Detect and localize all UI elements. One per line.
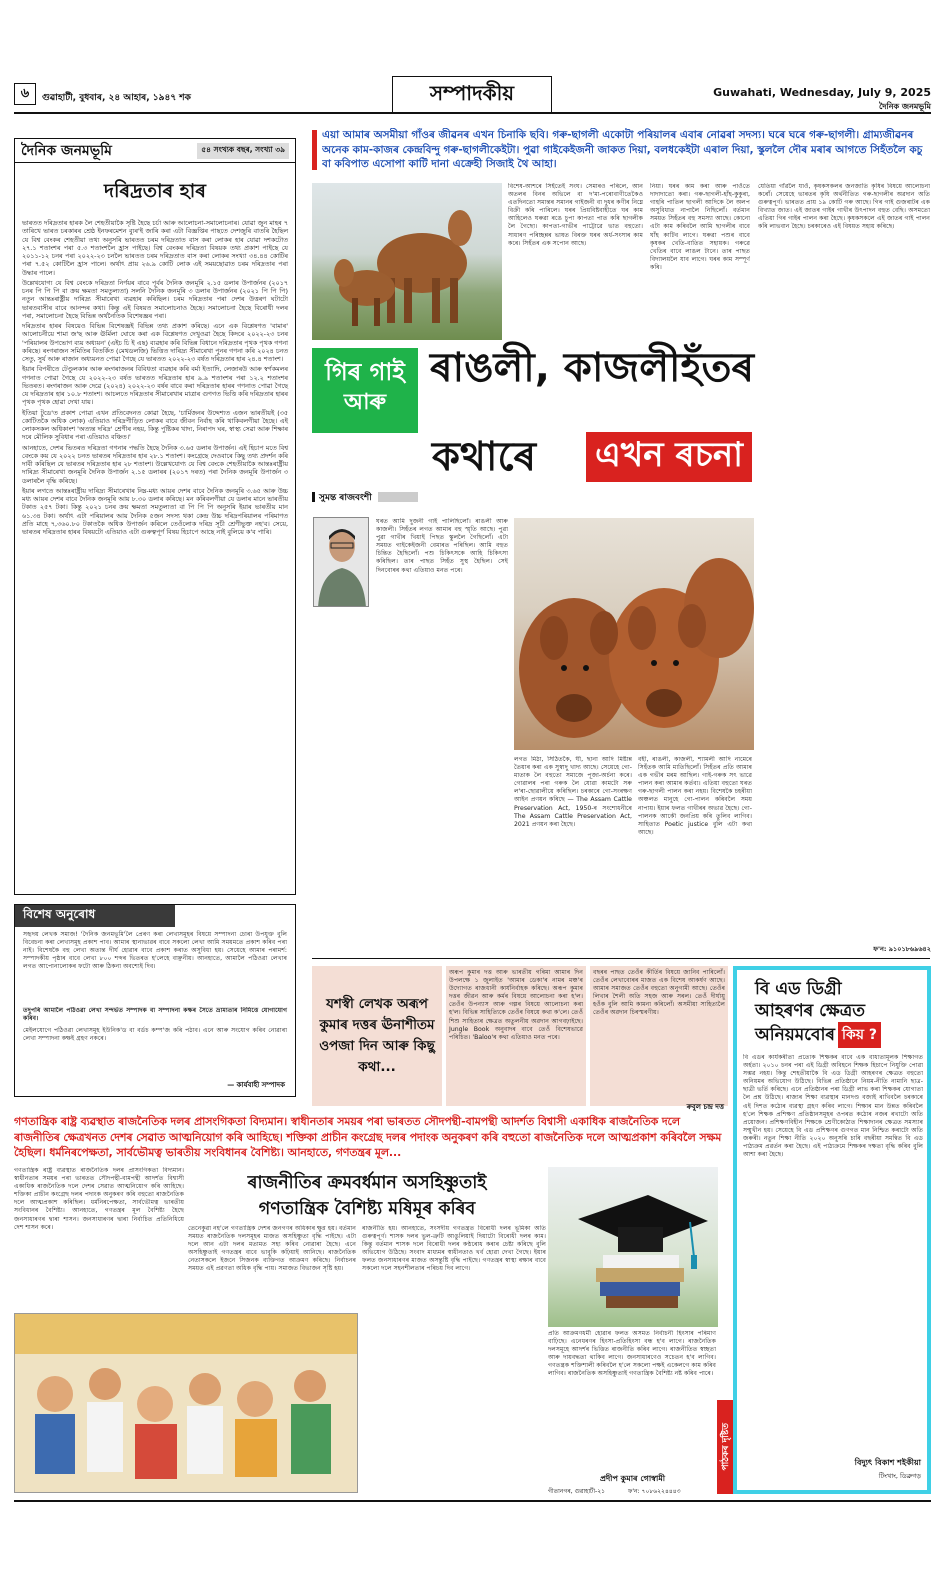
author-tag <box>378 492 418 502</box>
feature-headline-red: এখন ৰচনা <box>595 434 743 475</box>
cartoon-image <box>14 1313 358 1493</box>
tribute-author: ৰুবুল চন্দ্ৰ দত্ত <box>686 1103 724 1111</box>
editorial-paragraph: ভাৰতত দৰিদ্ৰতাৰ হাৰক লৈ শেহতীয়াকৈ সৃষ্টি হৈছে চৰ্চা আৰু আলোচনা-সমালোচনাৰ। যোৱা জুন মাহৰ ৭ তাৰিখে ভাৰত চৰকাৰৰ শ্ৰেষ্ঠ ইনফৰমেশন ব্যুৰ'ই জাৰি কৰা এটা বিজ্ঞপ্তিৰ পাছতে দেশজুৰি বাতৰি হৈছিল যে বিশ্ব বেংকৰ শেহতীয়া তথ্য অনুসৰি ভাৰতত চৰম দৰিদ্ৰতাত বাস কৰা লোকৰ হাৰ যোৱা দশকটোত ২৭.১ শতাংশৰ পৰা ৫.৩ শতাংশলৈ হ্ৰাস পাইছে। বিশ্ব বেংকৰ দৰিদ্ৰতা বিষয়ক তথ্য প্ৰকাশ পাইছে যে ২০১১-১২ চনৰ পৰা ২০২২-২৩ চনলৈ ভাৰতত চৰম দৰিদ্ৰতাত বাস কৰা লোকৰ সংখ্যা ৩৪.৪৪ কোটিৰ পৰা ৭.৫২ কোটিলৈ হ্ৰাস পালে। অৰ্থাৎ প্ৰায় ২৬.৯ কোটি লোক এই সময়ছোৱাত চৰম দৰিদ্ৰতাৰ পৰা উদ্ধাৰ পালে। <box>22 219 288 277</box>
header-date-en: Guwahati, Wednesday, July 9, 2025 <box>713 86 931 99</box>
tribute-body-2: বছৰৰ পাছত তেওঁৰ কীৰ্তিৰ বিষয়ে জানিব পাৰিলোঁ। তেওঁৰ লেখাবোৰৰ মাজত এক বিশেষ আকৰ্ষণ আছে। আমাৰ সমাজত তেওঁৰ বহুতো অনুগামী আছে। তেওঁৰ লিখাৰ শৈলী অতি সহজ আৰু সৰল। তেওঁ দীৰ্ঘায়ু হওঁক বুলি আমি কামনা কৰিলোঁ। অসমীয়া সাহিত্যলৈ তেওঁৰ অৱদান চিৰস্মৰণীয়। <box>590 966 728 1094</box>
feature-author-name: সুমন্ত ৰাজবংশী <box>319 492 372 503</box>
feature-phone: ফ'ন: ৯১০১৮৬৯৬৪২ <box>873 945 931 953</box>
tribute-headline: যশস্বী লেখক অৰূপ কুমাৰ দত্তৰ ঊনাশীতম ওপজা দিন আৰু কিছু কথা... <box>319 996 435 1075</box>
editorial-paragraph: ইতিয়া টুডে'ত প্ৰকাশ পোৱা এখন প্ৰতিবেদনত কোৱা হৈছে, 'চাৰ্মিজনৰ উদ্দেশ্যত এজন ভাৰতীয়ই (৩৫ কোটিতকৈ অধিক লোক) এতিয়াও দৰিদ্ৰপীড়িত লোকৰ বাবে জীবন নিৰ্বাহ কৰি থাকিবলগীয়া হৈছে। এই লোকসকল অধিকাংশ 'অত্যন্ত দৰিদ্ৰ' শ্ৰেণীৰ নহয়, কিন্তু পুষ্টিকৰ খাদ্য, নিৰাপদ ঘৰ, স্বাস্থ্য সেৱা আৰু শিক্ষাৰ দৰে মৌলিক সুবিধাৰ পৰা এতিয়াও বঞ্চিত।' <box>22 408 288 442</box>
header-rule <box>14 112 931 114</box>
graduation-photo <box>548 1167 718 1327</box>
politics-headline <box>188 1170 546 1222</box>
bed-title-line3: অনিয়মবোৰ <box>755 1025 835 1045</box>
notice-highlight: তদুপৰি আমালৈ পঠিওৱা লেখা সন্দৰ্ভত সম্পাদক বা সম্পাদনা কক্ষৰ সৈতে ভ্ৰাম্যতাৰ নিমিত্তে যোগাযোগ কৰিব। <box>23 1007 287 1023</box>
politics-intro: গণতান্ত্ৰিক ৰাষ্ট্ৰ ব্যৱস্থাত ৰাজনৈতিক দলৰ প্ৰাসংগিকতা বিদ্যমান। স্বাধীনতাৰ সময়ৰ পৰা ভাৰতত সৌদপন্থী-বামপন্থী আদৰ্শত বিশ্বাসী একাধিক ৰাজনৈতিক দলে ৰাজনীতিৰ ক্ষেত্ৰখনত দেশৰ সেৱাত আত্মনিয়োগ কৰি আহিছে। শক্তিকা প্ৰাচীন কংগ্ৰেছ দলৰ পদাংক অনুকৰণ কৰি বহুতো ৰাজনৈতিক দলে আত্মপ্ৰকাশ কৰিবলৈ সক্ষম হৈছিল। ধৰ্মনিৰপেক্ষতা, সাৰ্বভৌমত্ব ভাৰতীয় সংবিধানৰ বৈশিষ্ট্য। আনহাতে, গণতন্ত্ৰৰ মূল... <box>14 1115 722 1159</box>
bed-title <box>737 970 927 1052</box>
tribute-author-box <box>590 1094 728 1111</box>
section-title-box <box>392 76 552 114</box>
header-date-local: গুৱাহাটী, বুধবাৰ, ২৪ আহাৰ, ১৯৪৭ শক <box>42 93 191 103</box>
masthead-name: দৈনিক জনমভূমি <box>21 142 112 159</box>
goats-photo <box>312 183 502 340</box>
notice-title: বিশেষ অনুৰোধ <box>23 907 96 921</box>
header-paper-name: দৈনিক জনমভূমি <box>879 102 931 111</box>
editorial-paragraph: আনহাতে, দেশৰ ভিতৰত দৰিদ্ৰতা গণনাৰ পদ্ধতি হৈছে দৈনিক ৩.৬৫ ডলাৰ উপাৰ্জন। এই হিচাপ মতে বিশ্ব বেংকে কয় যে ২০২২ চনত ভাৰতৰ দৰিদ্ৰতাৰ হাৰ ২৮.১ শতাংশ। কংগ্ৰেছে দেওবাৰে কিছু তথ্য প্ৰদৰ্শন কৰি দাবী কৰিছিল যে ভাৰতৰ দৰিদ্ৰতাৰ হাৰ ২৮ শতাংশ। উল্লেখযোগ্য যে বিশ্ব বেংকে শেহতীয়াকৈ আন্তঃৰাষ্ট্ৰীয় দাৰিদ্ৰ্য সীমাৰেখা জনমূৰি দৈনিক উপাৰ্জন ২.১৫ ডলাৰৰ (২০১৭ দৰত) পৰা দৈনিক জনমূৰি উপাৰ্জন ৩ ডলাৰলৈ বৃদ্ধি কৰিছে। <box>22 443 288 485</box>
editorial-paragraph: ইয়াৰ বিপৰীতে টেণ্ডুলকাৰ আৰু ৰংগৰাজনৰ বিবিধতা ব্যৱহাৰ কৰি বৰ্মা ইত্যাদি, লেজাৰউ আৰু স্বৰ্ণকমলৰ গণনাত পোৱা গৈছে যে ২০২২-২৩ বৰ্ষত ভাৰতত দৰিদ্ৰতাৰ হাৰ ৯.৯ শতাংশৰ পৰা ১২.২ শতাংশৰ ভিতৰত। ৰংগৰাজন আৰু দেৱে (২০২৪) ২০২২-২৩ বৰ্ষৰ বাবে কৰা দৰিদ্ৰতাৰ হাৰৰ গণনাত পোৱা গৈছে যে দৰিদ্ৰতাৰ হাৰ ১০.৮ শতাংশ। আচলতে দৰিদ্ৰতাৰ সীমাৰেখাৰ মাত্ৰাৰ গুণগত ভিত্তি কৰি দৰিদ্ৰতাৰ হাৰৰ পৃথক পৃথক হোৱা দেখা যায়। <box>22 365 288 407</box>
notice-footer: মেইলযোগে পঠিওৱা লেখাসমূহ ইউনিক'ড বা বৰ্ডচ কম্প'জ কৰি পঠাব। এনে আৰু সংযোগ কৰিব নোৱাৰা লেখা সম্পাদনা কক্ষই গ্ৰহণ নকৰে। <box>23 1027 287 1043</box>
bed-place: টিংখাং, ডিব্ৰুগড় <box>878 1472 921 1480</box>
politics-col-1: গণতান্ত্ৰিক ৰাষ্ট্ৰ ব্যৱস্থাত ৰাজনৈতিক দলৰ প্ৰাসংগিকতা বিদ্যমান। স্বাধীনতাৰ সময়ৰ পৰা ভাৰতত সৌদপন্থী-বামপন্থী আদৰ্শত বিশ্বাসী একাধিক ৰাজনৈতিক দলে দেশৰ সেৱাত আত্মনিয়োগ কৰি আহিছে। শক্তিকা প্ৰাচীন কংগ্ৰেছ দলৰ পদাংক অনুকৰণ কৰি বহুতো ৰাজনৈতিক দলে আত্মপ্ৰকাশ কৰিছিল। ধৰ্মনিৰপেক্ষতা, সাৰ্বভৌমত্ব ভাৰতীয় সংবিধানৰ বৈশিষ্ট্য। আনহাতে, গণতন্ত্ৰৰ মূল বৈশিষ্ট্য হৈছে জনসাধাৰণৰ দ্বাৰা শাসন। জনসাধাৰণৰ দ্বাৰা নিৰ্বাচিত প্ৰতিনিধিয়ে দেশ শাসন কৰে। <box>14 1167 184 1231</box>
notice-box <box>14 904 296 1097</box>
editorial-body <box>15 219 295 899</box>
gir-label <box>312 348 418 433</box>
editorial-paragraph: দৰিদ্ৰতাৰ হাৰৰ বিষয়েও বিভিন্ন বিশেষজ্ঞই বিভিন্ন তথ্য প্ৰকাশ কৰিছে। এনে এক বিশ্লেষণত 'বামাৰ' আলোচনীয়ে শামা জ'ছ আৰু ঊৰ্মিলা ঘোষে কৰা এক বিশ্লেষণত দেখুওৱা হৈছে কিদৰে ২০২২-২৩ চনৰ 'পৰিয়ালৰ উপভোগ ব্যয় অধ্যয়ন' (এইচ চি ই এছ) ব্যৱহাৰ কৰি বিভিন্ন বিধানে দৰিদ্ৰতাৰ পৃথক পৃথক গণনা কৰিছে। ৰংগৰাজন সমিতিৰ বিতৰ্কিত (মেথডলজি) ভিত্তিত দাৰিদ্ৰ্য সীমাৰেখা পুনৰ গণনা কৰি ২০২৪ চনত সেতু, সুৰ্য আৰু ৰাজান অধ্যয়নত পোৱা গৈছে যে ভাৰতত ২০২২-২৩ বৰ্ষত দৰিদ্ৰতাৰ হাৰ ২৪.৪ শতাংশ। <box>22 322 288 363</box>
gir-label-line1: গিৰ গাই <box>325 358 405 386</box>
editorial-paragraph: উল্লেখযোগ্য যে বিশ্ব বেংকে দৰিদ্ৰতা নিৰ্ণয়ৰ বাবে পূৰ্বৰ দৈনিক জনমূৰি ২.১৫ ডলাৰ উপাৰ্জনৰ (২০১৭ চনৰ পি পি পি বা ক্ৰয় ক্ষমতা সমতুল্যতা) সলনি দৈনিক জনমূৰি ৩ ডলাৰ উপাৰ্জনৰ (২০২১ পি পি পি) নতুন আন্তঃৰাষ্ট্ৰীয় দাৰিদ্ৰ্য সীমাৰেখা ব্যৱহাৰ কৰিছিল। চৰম দৰিদ্ৰতাৰ পৰা দেশৰ উত্তৰণ ঘটাটো ভাৰতবাসীৰ বাবে আনন্দৰ কথা। কিন্তু এই বিষয়ত সমালোচনাও হৈছে। সমালোচনা হৈছে বিৰোধী দলৰ পৰা, সমালোচনা হৈছে বিভিন্ন অৰ্থনৈতিক বিশেষজ্ঞৰ পৰা। <box>22 278 288 320</box>
tribute-body-1: অৰূপ কুমাৰ দত্ত আৰু ভাৰতীয় গৰিমা আমাৰ দিন উপলক্ষে ১ জুলাইত 'আমাৰ ডেকা'ৰ নামৰ মঞ্চ'ৰ উদ্যোগত ৰাজধানী কাৰ্যনিৰ্বাহক কৰিছে। অৰূপ কুমাৰ দত্তৰ জীৱন আৰু কৰ্মৰ বিষয়ে আলোচনা কৰা হ'ল। তেওঁৰ উপন্যাস আৰু গল্পৰ বিষয়ে আলোচনা কৰা হ'ল। বিভিন্ন সাহিত্যিকে তেওঁৰ বিষয়ে কথা ক'লে। তেওঁ শিশু সাহিত্যৰ ক্ষেত্ৰত অতুলনীয় অৱদান আগবঢ়াইছে। Jungle Book অনুবাদৰ বাবে তেওঁ বিশেষভাৱে পৰিচিত। 'Baloo'ৰ কথা এতিয়াও মনত পৰে। <box>446 966 586 1106</box>
reader-view-label: পাঠকৰ দৃষ্টিত <box>720 1423 731 1471</box>
reader-view-label-box <box>717 1400 733 1494</box>
feature-col-1: বিশেষ-আশৰে সিহঁতেই সংঘ। সেমাৰও পৰিলে, আন অতলৰ বিনৰ অভিলে বা দ'মা-পৰোবাণীতেকৈও এতদিনতো সমান্তৰ সমানৰ গাইজনী বা দুধৰ কণীৰ নিম্নে বিক্ৰী কৰি পাৰিলে। ঘৰৰ প্ৰিয়বিষ্টবাহীতে ঘৰ কাম আহিলেও ঘৰুৱা ৰঙে চুপা কাপতা পাত কৰি ছাগলীক লৈ গৈছো। কাপতা-গাভীৰ পাট্টোৱে ভাত বহুতো। সাধাৰণ পৰিচ্ছন্নৰ ভাষত বিৰক্ত ঘৰৰ অৰ্ধ-সংসাৰ কাম কৰে। সিহঁতৰ এক সপোন আছে। <box>508 183 643 247</box>
author-photo <box>313 517 369 607</box>
politics-author: প্ৰদীপ কুমাৰ গোস্বামী <box>600 1474 666 1483</box>
editorial-box <box>14 138 296 895</box>
page-bottom-rule <box>14 1500 931 1502</box>
bed-title-line2: আহৰণৰ ক্ষেত্ৰত <box>755 1001 866 1021</box>
masthead-row <box>15 139 295 163</box>
notice-title-bar <box>15 905 175 927</box>
feature-headline-line1: ৰাঙলী, কাজলীহঁতৰ <box>430 345 754 391</box>
notice-body: সহৃদয় লেখক সমাজ! 'দৈনিক জনমভূমি'লৈ প্ৰেৰণ কৰা লেখাসমূহৰ বিষয়ে সম্পাদনা চোৰা উপযুক্ত বুলি বিবেচনা কৰা লেখাসমূহ প্ৰকাশ পাব। আমাৰ স্থানাভাৱৰ বাবে সকলো লেখা আমি সময়মতে প্ৰকাশ কৰিব পৰা নাই। বিশেষকৈ বহু লেখা অত্যন্ত দীৰ্ঘ হোৱাৰ বাবে প্ৰকাশ কৰাত অসুবিধা হয়। সেয়েহে আমাৰ পৰামৰ্শ: সম্পাদকীয় পৃষ্ঠাৰ বাবে লেখা ৮০০ শব্দৰ ভিতৰত হ'লেহে বাঞ্ছনীয়। আনহাতে, আমালৈ পঠিওৱা লেখাৰ লগত আপোনালোকৰ ফটো আৰু ঠিকনা অবশ্যেই দিব। <box>23 931 287 971</box>
feature-author <box>312 490 472 504</box>
gir-label-line2: আৰু <box>343 390 387 415</box>
feature-col-7: লগত মিঠা, সিঠিতকৈ, ঘী, ছানা আদি মিষ্টান্ন তৈয়াৰ কৰা এক সুস্বাদু খাদ্য আছে। সেয়েহে গো-মাতাক লৈ বহুতো সমাজে পূজা-অৰ্চনা কৰে। গোৱালৰ পৰা গৰুক লৈ যোৱা কামটো সৰু ল'ৰা-ছোৱালীয়ে কৰিছিল। চৰকাৰে গো-সংৰক্ষণ আইন প্ৰণয়ন কৰিছে — The Assam Cattle Preservation Act, 1950-ৰ সংশোধনীৰে The Assam Cattle Preservation Act, 2021 প্ৰণয়ন কৰা হৈছে। <box>514 756 632 828</box>
editorial-title: দৰিদ্ৰতাৰ হাৰ <box>103 180 206 202</box>
bed-author: বিদ্যুৎ বিকাশ শইকীয়া <box>854 1458 921 1467</box>
politics-col-4: প্ৰতি আক্ৰমণধৰ্মী হোৱাৰ ফলত অসমত নিৰ্বাচনী হিংসাৰ পৰিমাণ বাঢ়িছে। এনেধৰণৰ হিংসা-প্ৰতিহিংসা বন্ধ হ'ব লাগে। ৰাজনৈতিক দলসমূহে আদৰ্শৰ ভিত্তিত ৰাজনীতি কৰিব লাগে। ৰাজনীতিত স্বচ্ছতা আৰু দায়বদ্ধতা থাকিব লাগে। জনসাধাৰণেও সচেতন হ'ব লাগিব। গণতন্ত্ৰক শক্তিশালী কৰিবলৈ হ'লে সকলো পক্ষই একেলগে কাম কৰিব লাগিব। ৰাজনৈতিক অসহিষ্ণুতাই গণতান্ত্ৰিক বৈশিষ্ট্য নষ্ট কৰিব পাৰে। <box>548 1330 716 1378</box>
cows-photo <box>514 518 754 750</box>
tribute-headline-box <box>312 966 442 1106</box>
bed-title-row3 <box>755 1022 921 1048</box>
feature-headline-red-box <box>586 432 752 482</box>
bed-body: বি এডৰ কাৰ্যকৰীতা প্ৰত্যেক শিক্ষকৰ বাবে এক বাধ্যতামূলক শিক্ষাগত অৰ্হতা। ২০১০ চনৰ পৰা এই ডিগ্ৰী অবিহনে শিক্ষক হিচাপে নিযুক্তি পোৱা সম্ভৱ নহয়। কিন্তু শেহতীয়াকৈ বি এড ডিগ্ৰী আহৰণৰ ক্ষেত্ৰত বহুতো অনিয়মৰ অভিযোগ উঠিছে। বিভিন্ন প্ৰতিষ্ঠানে নিয়ম-নীতি নামানি ছাত্ৰ-ছাত্ৰী ভৰ্তি কৰিছে। এনে প্ৰতিষ্ঠানৰ পৰা ডিগ্ৰী লাভ কৰা শিক্ষকৰ যোগ্যতা লৈ প্ৰশ্ন উঠিছে। ৰাজ্যৰ শিক্ষা ব্যৱস্থাৰ মানদণ্ড বজাই ৰাখিবলৈ চৰকাৰে এই দিশত কঠোৰ ব্যৱস্থা গ্ৰহণ কৰিব লাগে। শিক্ষাৰ মান উন্নত কৰিবলৈ হ'লে শিক্ষক প্ৰশিক্ষণ প্ৰতিষ্ঠানসমূহৰ ওপৰত কঠোৰ নজৰ ৰখাটো অতি প্ৰয়োজন। প্ৰশিক্ষণবিহীন শিক্ষকে শ্ৰেণীকোঠাত শিক্ষাদানৰ ক্ষেত্ৰত সমস্যাৰ সন্মুখীন হয়। সেয়েহে বি এড প্ৰশিক্ষণৰ গুণগত মান নিশ্চিত কৰাটো অতি জৰুৰী। নতুন শিক্ষা নীতি ২০২০ অনুসৰি চাৰি বছৰীয়া সমন্বিত বি এড পাঠ্যক্ৰম প্ৰৱৰ্তন কৰা হৈছে। এই পাঠ্যক্ৰমে শিক্ষকৰ দক্ষতা বৃদ্ধি কৰিব বুলি আশা কৰা হৈছে। <box>743 1054 923 1159</box>
politics-col-2: তেনেকুৱা নহ'লে গণতান্ত্ৰিক দেশৰ জনগণৰ অধিকাৰ ক্ষুণ্ণ হয়। বৰ্তমান সময়ত ৰাজনৈতিক দলসমূহৰ মাজত অসহিষ্ণুতা বৃদ্ধি পাইছে। এটা দলে আন এটা দলৰ মতামত সহ্য কৰিব নোৱাৰা হৈছে। এনে অসহিষ্ণুতাই গণতন্ত্ৰৰ বাবে ভাবুকি কঢ়িয়াই আনিছে। ৰাজনৈতিক নেতাসকলে ইজনে সিজনক ব্যক্তিগত আক্ৰমণ কৰিছে। নিৰ্বাচনৰ সময়ত এই প্ৰৱণতা অধিক বৃদ্ধি পায়। সমাজত বিভাজন সৃষ্টি হয়। <box>188 1225 356 1273</box>
feature-bottom-rule <box>312 958 930 959</box>
page-number: ৬ <box>20 85 30 101</box>
politics-place: গীতানগৰ, গুৱাহাটী-২১ <box>548 1488 606 1495</box>
author-marker <box>312 492 315 502</box>
feature-subhead-bar <box>312 130 317 170</box>
bed-box <box>733 966 931 1494</box>
feature-col-2: নিয়া। ঘৰৰ কাম কৰা আৰু পাওঁতে দাদাদাতো কৰা। গৰু-ছাগলী-হাঁহ-কুকুৰা, গাহৰি পাতিল ছাগলী আদিকে লৈ অলপ অসুবিধাত নাপালৈ নিছিলোঁ। বৰ্তমান সময়ত সিহঁতৰ বহু সমস্যা আছে। কোনো এটা কাম কৰিবলৈ আমি ছাগলীৰ বাবে ঘাঁহ কাটিব লাগে। ঘৰুৱা পশুৰ বাবে কৃষকৰ খেতি-বাতিত সহায়ক। গৰুৱে খেতিৰ বাবে লাঙল টানে। তাৰ পাছত বিদ্যালয়লৈ যাব লাগে। ঘৰৰ কাম সম্পূৰ্ণ কৰি। <box>650 183 750 271</box>
notice-signature: — কাৰ্যবাহী সম্পাদক <box>227 1081 285 1089</box>
politics-col-3: ৰাজনীতি হয়। আনহাতে, সংসদীয় গণতন্ত্ৰত বিৰোধী দলৰ ভূমিকা অতি গুৰুত্বপূৰ্ণ। শাসক দলৰ ভুল-ত্ৰুটি আঙুলিয়াই দিয়াটো বিৰোধী দলৰ কাম। কিন্তু বৰ্তমান শাসক দলে বিৰোধী দলৰ কণ্ঠৰোধ কৰাৰ চেষ্টা কৰিছে বুলি অভিযোগ উঠিছে। সংবাদ মাধ্যমৰ স্বাধীনতাও খৰ্ব হোৱা দেখা গৈছে। ইয়াৰ ফলত জনসাধাৰণৰ মাজত অসন্তুষ্টি বৃদ্ধি পাইছে। গণতন্ত্ৰৰ স্বাস্থ্য ৰক্ষাৰ বাবে সকলো দলে সহনশীলতাৰ পৰিচয় দিব লাগে। <box>362 1225 546 1273</box>
feature-col-6: ঘৰত আমি দুজনী গাই পালিছিলোঁ। ৰাঙলী আৰু কাজলী। সিহঁতৰ লগত আমাৰ বহু স্মৃতি আছে। পুৱা পুৱা গাখীৰ খিয়াই পিছত স্কুললৈ গৈছিলোঁ। এটা সময়ত গাইকেইজনী বেমাৰত পৰিছিল। আমি বহুত চিন্তিত হৈছিলোঁ। পশু চিকিৎসকে আহি চিকিৎসা কৰিছিল। তাৰ পাছত সিহঁত সুস্থ হৈছিল। সেই দিনবোৰৰ কথা এতিয়াও মনত পৰে। <box>376 518 508 574</box>
feature-col-4: যেতিয়া গাঁৱলৈ যাওঁ, কৃষকসকলৰ জনজাতি কৃষিৰ বিষয়ে আলোচনা কৰোঁ। সেয়েহে ভাৰতৰ কৃষি অৰ্থনীতিত গৰু-ছাগলীৰ অৱদান অতি গুৰুত্বপূৰ্ণ। ভাৰতত প্ৰায় ১৯ কোটি গৰু আছে। গিৰ গাই গুজৰাটৰ এক বিখ্যাত জাত। এই জাতৰ গাইৰ গাখীৰ উৎপাদন বহুত বেছি। অসমতো এতিয়া গিৰ গাইৰ পালন কৰা হৈছে। কৃষকসকলে এই জাতৰ গাই পালন কৰি লাভবান হৈছে। চৰকাৰেও এই বিষয়ত সহায় কৰিছে। <box>758 183 930 231</box>
politics-headline-line2: গণতান্ত্ৰিক বৈশিষ্ট্য মষিমূৰ কৰিব <box>258 1199 476 1219</box>
masthead-volume: ৫৪ সংখ্যক বছৰ, সংখ্যা ৩৯ <box>197 143 289 159</box>
feature-headline-line2: কথাৰে <box>432 434 537 480</box>
editorial-paragraph: ইয়াৰ লগতে আন্তঃৰাষ্ট্ৰীয় দাৰিদ্ৰ্য সীমাৰেখাৰ নিম্ন-মধ্য আয়ৰ দেশৰ বাবে দৈনিক জনমূৰি ৩.৬৫ আৰু উচ্চ মধ্য আয়ৰ দেশৰ বাবে দৈনিক জনমূৰি আয় ৮.৩০ ডলাৰ কৰিছে। মন কৰিবলগীয়া যে ডলাৰ মানে ভাৰতীয় টকাত ২৫৭ টকা। কিন্তু ২০২১ চনৰ ক্ৰয় ক্ষমতা সমতুল্যতা বা পি পি পি অনুসৰি ইয়াৰ ভাৰতীয় মান ৬১.৩৪ টকা। অৰ্থাৎ এটা পৰিয়ালৰ আয় দৈনিক ৫জন সদস্য থকা কেন্দ্ৰ উচ্চ দৰিদ্ৰপৰিয়ালৰ পৰিমাণত প্ৰতি মাহে ৭,৩৬০.৮০ টকাতকৈ অধিক উপাৰ্জন কৰিলে তেওঁলোক দৰিদ্ৰ সূচী শ্ৰেণীভুক্ত নহ'ব। সেয়ে, ভাৰতৰ দৰিদ্ৰতাৰ হাৰৰ বিষয়টো এতিয়াও এটা গুৰুত্বপূৰ্ণ বিষয় হিচাপে আছে নাই বুলিয়ে ক'ব পাৰি। <box>22 486 288 536</box>
bed-title-red: কিয় ? <box>838 1022 881 1048</box>
feature-subhead: এয়া আমাৰ অসমীয়া গাঁওৰ জীৱনৰ এখন চিনাকি ছবি। গৰু-ছাগলী একোটা পৰিয়ালৰ এবাৰ নোৱৰা সদস্য। ঘৰে ঘৰে গৰু-ছাগলী। গ্ৰাম্যজীৱনৰ অনেক কাম-কাজৰ কেন্দ্ৰবিন্দু গৰু-ছাগলীকেইটা। পুৱা গাইকেইজনী জাকত দিয়া, বলধকেইটা এৰাল দিয়া, স্কুললৈ দৌৰ মৰাৰ আগতে সিহঁতলৈ কচু বা কবিপাত এসোপা কাটি দানা এক্ৰেহী সিজাই থৈ আহা। <box>322 129 923 170</box>
section-title: সম্পাদকীয় <box>429 80 515 105</box>
bed-title-line1: বি এড ডিগ্ৰী <box>755 979 842 999</box>
politics-phone: ফ'ন: ৭০৮৬২২৪৪৪৩ <box>628 1488 681 1495</box>
feature-col-8: বহী, ৰাঙলী, কাজলী, শ্যামলী আদি নামেৰে সিহঁতক আমি মাতিছিলোঁ। সিহঁতৰ প্ৰতি আমাৰ এক গভীৰ মৰম আছিল। গাই-গৰুক সৎ ভাৱে পালন কৰা আমাৰ কৰ্তব্য। এতিয়া বহুতো ঘৰত গৰু-ছাগলী পালন কৰা নহয়। বিশেষকৈ চহৰীয়া অঞ্চলত মানুহে গো-পালন কৰিবলৈ সময় নাপায়। ইয়াৰ ফলত গাখীৰৰ অভাৱ হৈছে। গো-পালনক আকৌ জনপ্ৰিয় কৰি তুলিব লাগিব। সাহিত্যত Poetic justice বুলি এটা কথা আছে। <box>638 756 752 836</box>
page-number-box <box>14 83 36 105</box>
politics-headline-line1: ৰাজনীতিৰ ক্ৰমবৰ্ধমান অসহিষ্ণুতাই <box>247 1173 487 1193</box>
